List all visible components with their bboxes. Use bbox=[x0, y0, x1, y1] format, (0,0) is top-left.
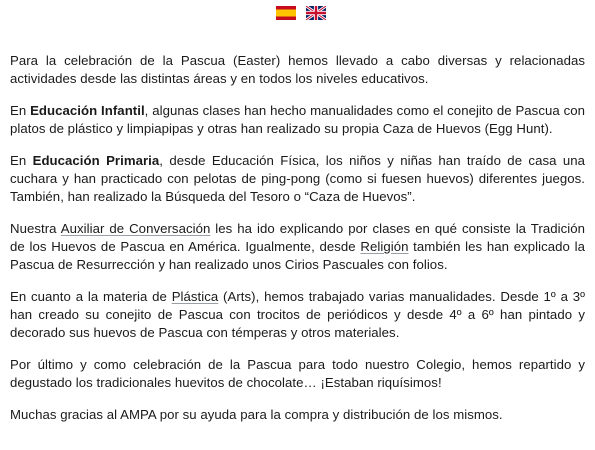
auxiliar-conversacion-link[interactable]: Auxiliar de Conversación bbox=[60, 221, 211, 236]
infantil-paragraph: En Educación Infantil, algunas clases han hecho manualidades como el conejito de Pascua con platos de plástico y limpiapipas y otras han realizado su propia Caza de Huevos (Egg Hunt). bbox=[10, 103, 585, 136]
thanks-paragraph: Muchas gracias al AMPA por su ayuda para la compra y distribución de los mismos. bbox=[10, 407, 503, 422]
celebration-paragraph: Por último y como celebración de la Pascua para todo nuestro Colegio, hemos repartido y degustado los tradicionales huevitos de chocolate… ¡Estaban riquísimos! bbox=[10, 357, 585, 390]
language-switcher bbox=[276, 6, 326, 20]
plastica-paragraph: En cuanto a la materia de Plástica (Arts), hemos trabajado varias manualidades. Desde 1º a 3º han creado su conejito de Pascua con trocitos de periódicos y desde 4º a 6º han pintado y decorado sus huevos de Pascua con témperas y otros materiales. bbox=[10, 289, 586, 340]
plastica-link[interactable]: Plástica bbox=[171, 289, 219, 304]
primaria-paragraph: En Educación Primaria, desde Educación Física, los niños y niñas han traído de casa una cuchara y han practicado con pelotas de ping-pong (como si fuesen huevos) diferentes juegos. También, han realizado la Búsqueda del Tesoro o “Caza de Huevos”. bbox=[10, 153, 585, 204]
infantil-heading: Educación Infantil bbox=[30, 103, 145, 118]
article-body bbox=[10, 52, 585, 438]
intro-paragraph: Para la celebración de la Pascua (Easter) hemos llevado a cabo diversas y relacionadas actividades desde las distintas áreas y en todos los niveles educativos. bbox=[10, 53, 585, 86]
religion-link[interactable]: Religión bbox=[360, 239, 409, 254]
spanish-flag-icon[interactable] bbox=[276, 6, 296, 20]
english-flag-icon[interactable] bbox=[306, 6, 326, 20]
primaria-heading: Educación Primaria bbox=[32, 153, 160, 168]
auxiliar-paragraph: Nuestra Auxiliar de Conversación les ha ido explicando por clases en qué consiste la Tradición de los Huevos de Pascua en América. Igualmente, desde Religión también les han explicado la Pascua de Resurrección y han realizado unos Cirios Pascuales con folios. bbox=[10, 221, 586, 272]
